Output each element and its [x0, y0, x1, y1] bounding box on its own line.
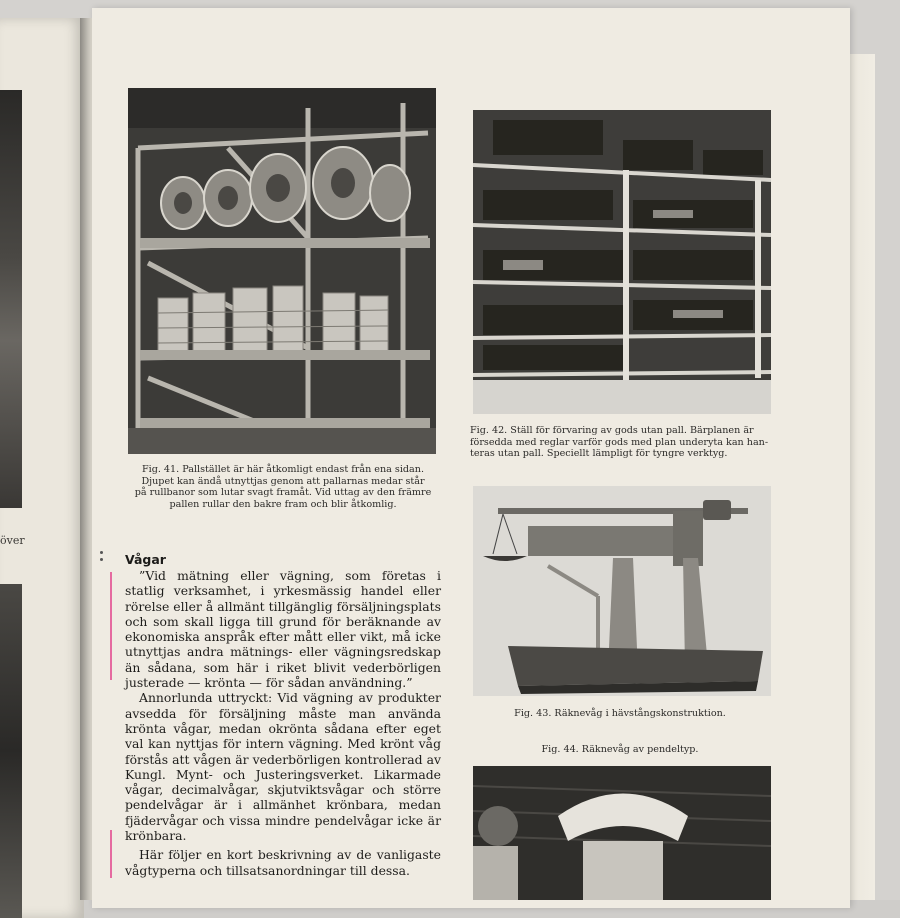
fig-43-caption: Fig. 43. Räknevåg i hävstångskonstruktion. [514, 708, 726, 719]
caption-line: försedda med reglar varför gods med plan underyta kan han- [470, 436, 769, 448]
fig-41-photo [128, 88, 436, 454]
caption-line: teras utan pall. Speciellt lämpligt för tyngre verktyg. [470, 448, 728, 460]
left-page-photo-top [0, 90, 22, 508]
fig-41-rack-illustration [128, 88, 436, 454]
fig-42-shelf-illustration [473, 110, 771, 414]
fig-43-photo [473, 486, 771, 696]
fig-41-caption [128, 464, 438, 510]
margin-dot [100, 558, 103, 561]
left-page [0, 18, 84, 918]
fig-44-caption: Fig. 44. Räknevåg av pendeltyp. [541, 744, 699, 755]
caption-line: Fig. 42. Ställ för förvaring av gods utan pall. Bärplanen är [470, 425, 754, 436]
caption-line: på rullbanor som lutar svagt framåt. Vid uttag av den främre [134, 487, 432, 499]
caption-line: pallen rullar den bakre fram och blir åtkomlig. [169, 498, 397, 510]
article-paragraph: ”Vid mätning eller vägning, som företas i statlig verksamhet, i yrkesmässig handel eller rörelse eller å allmänt tillgänglig försäljningsplats och som skall ligga till grund för beräknande av ekonomiska anspråk efter mått eller vikt, må icke utnyttjas andra mätnings- eller vägningsredskap än sådana, som här i riket blivit vederbörligen justerade — krönta — för sådan användning.” [125, 568, 441, 691]
page-stack-edge [848, 54, 875, 900]
left-page-photo-bottom [0, 584, 22, 918]
caption-line: Djupet kan ändå utnyttjas genom att pallarnas medar står [141, 475, 425, 487]
article-paragraph: Här följer en kort beskrivning av de vanligaste vågtyperna och tillsatsanordningar till dessa. [125, 847, 441, 878]
margin-dot [100, 551, 103, 554]
fig-42-photo [473, 110, 771, 414]
fig-44-scale-illustration [473, 766, 771, 900]
left-page-text-fragment: över [0, 534, 25, 547]
article-paragraph: Annorlunda uttryckt: Vid vägning av produkter avsedda för försäljning måste man använda krönta vågar, medan okrönta sådana efter eget val kan nyttjas för intern vägning. Med krönt våg förstås att vågen är vederbörligen kontrollerad av Kungl. Mynt- och Justeringsverket. Likarmade vågar, decimalvågar, skjutviktsvågar och större pendelvågar är i allmänhet krönbara, medan fjädervågar och vissa mindre pendelvågar icke är krönbara. [125, 690, 441, 844]
article-body [125, 568, 441, 878]
section-heading: Vågar [125, 552, 166, 567]
highlight-mark [110, 830, 112, 878]
highlight-mark [110, 572, 112, 680]
fig-42-caption [470, 425, 780, 460]
fig-43-scale-illustration [473, 486, 771, 696]
caption-line: Fig. 41. Pallstället är här åtkomligt endast från ena sidan. [141, 464, 425, 475]
fig-44-photo [473, 766, 771, 900]
